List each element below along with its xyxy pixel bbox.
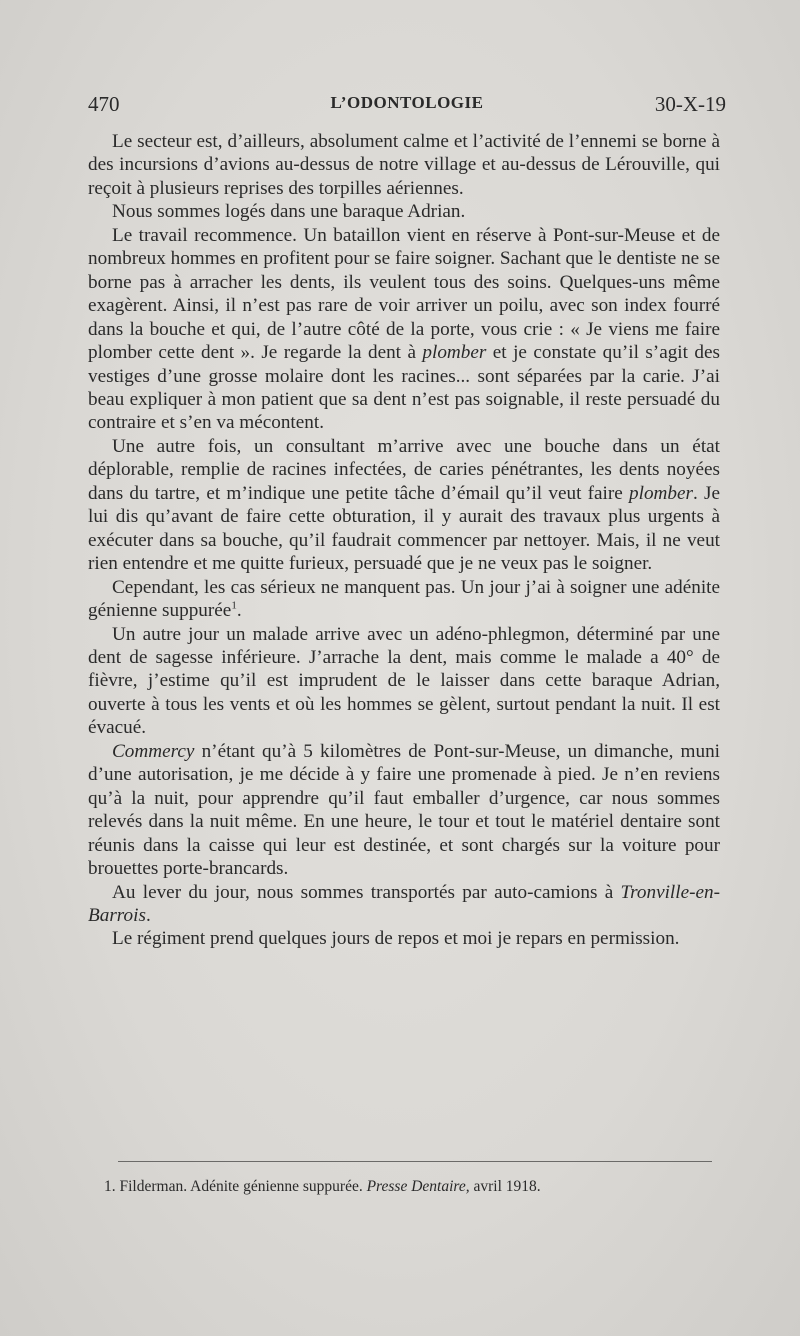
footnote-ref: 1 bbox=[231, 599, 237, 612]
page-number: 470 bbox=[88, 92, 120, 116]
text-run: et je constate qu’il s’agit des vestiges d’une grosse molaire dont les racines... sont séparées par la carie. J’ai beau expliquer à mon patient que sa dent n’est pas soignable, il reste persuadé du contraire et s’en va mécontent. bbox=[88, 342, 720, 434]
text-run: . bbox=[145, 904, 151, 926]
text-run: Au lever du jour, nous sommes transportés par auto-camions à bbox=[112, 881, 621, 903]
text-run: Une autre fois, un consultant m’arrive avec une bouche dans un état déplorable, remplie de racines infectées, de caries pénétrantes, les dents noyées dans du tartre, et m’indique une petite tâche d’émail qu’il veut faire bbox=[88, 435, 720, 504]
running-title: L’ODONTOLOGIE bbox=[330, 93, 484, 112]
paragraph bbox=[88, 740, 720, 881]
footnote-number: 1. bbox=[104, 1178, 116, 1195]
paragraph bbox=[88, 224, 720, 435]
italic-run: plomber bbox=[422, 342, 487, 364]
footnote-divider bbox=[118, 1161, 712, 1162]
body-text bbox=[88, 130, 720, 951]
paragraph bbox=[88, 200, 720, 223]
text-run: Nous sommes logés dans une baraque Adrian. bbox=[112, 201, 466, 223]
text-run: . Je lui dis qu’avant de faire cette obturation, il y aurait des travaux plus urgents à exécuter dans sa bouche, qu’il faudrait commencer par nettoyer. Mais, il ne veut rien entendre et me quitte furieux, persuadé que je ne veux pas le soigner. bbox=[88, 482, 720, 575]
italic-run: plomber bbox=[629, 482, 693, 504]
text-run: n’étant qu’à 5 kilomètres de Pont-sur-Meuse, un dimanche, muni d’une autorisation, je me décide à y faire une promenade à pied. Je n’en reviens qu’à la nuit, pour apprendre qu’il faut emballer d’urgence, car nous sommes relevés dans la nuit même. En une heure, le tour et tout le matériel dentaire sont réunis dans la caisse qui leur est destinée, et sont chargés sur la voiture pour brouettes porte-brancards. bbox=[88, 740, 720, 880]
paragraph bbox=[88, 576, 720, 623]
text-run: Le régiment prend quelques jours de repos et moi je repars en permission. bbox=[112, 928, 680, 950]
text-run: . bbox=[236, 600, 242, 622]
text-run: Cependant, les cas sérieux ne manquent pas. Un jour j’ai à soigner une adénite génienne suppurée bbox=[88, 576, 720, 622]
text-run: Le secteur est, d’ailleurs, absolument calme et l’activité de l’ennemi se borne à des incursions d’avions au-dessus de notre village et au-dessus de Lérouville, qui reçoit à plusieurs reprises des torpilles aériennes. bbox=[88, 131, 720, 199]
paragraph bbox=[88, 927, 720, 950]
paragraph bbox=[88, 623, 720, 740]
running-header bbox=[88, 92, 726, 122]
text-run: Le travail recommence. Un bataillon vient en réserve à Pont-sur-Meuse et de nombreux hommes en profitent pour se faire soigner. Sachant que le dentiste ne se borne pas à arracher les dents, ils veulent tous des soins. Quelques-uns même exagèrent. Ainsi, il n’est pas rare de voir arriver un poilu, avec son index fourré dans la bouche et qui, de l’autre côté de la porte, vous crie : « Je viens me faire plomber cette dent ». Je regarde la dent à bbox=[88, 224, 720, 364]
footnote bbox=[104, 1177, 724, 1197]
italic-run: Tronville-en-Barrois bbox=[88, 881, 720, 926]
footnote-date: avril 1918. bbox=[473, 1178, 541, 1195]
footnote-author: Filderman. bbox=[119, 1178, 188, 1195]
text-run: Un autre jour un malade arrive avec un adéno-phlegmon, déterminé par une dent de sagesse inférieure. J’arrache la dent, mais comme le malade a 40° de fièvre, j’estime qu’il est imprudent de le laisser dans cette baraque Adrian, ouverte à tous les vents et où les hommes se gèlent, surtout pendant la nuit. Il est évacué. bbox=[88, 623, 720, 739]
paragraph bbox=[88, 435, 720, 576]
issue-date: 30-X-19 bbox=[654, 92, 726, 116]
footnote-title: Adénite génienne suppurée. bbox=[190, 1178, 363, 1195]
footnote-journal: Presse Dentaire, bbox=[366, 1178, 470, 1195]
italic-run: Commercy bbox=[112, 740, 195, 762]
paragraph bbox=[88, 130, 720, 200]
paragraph bbox=[88, 881, 720, 928]
